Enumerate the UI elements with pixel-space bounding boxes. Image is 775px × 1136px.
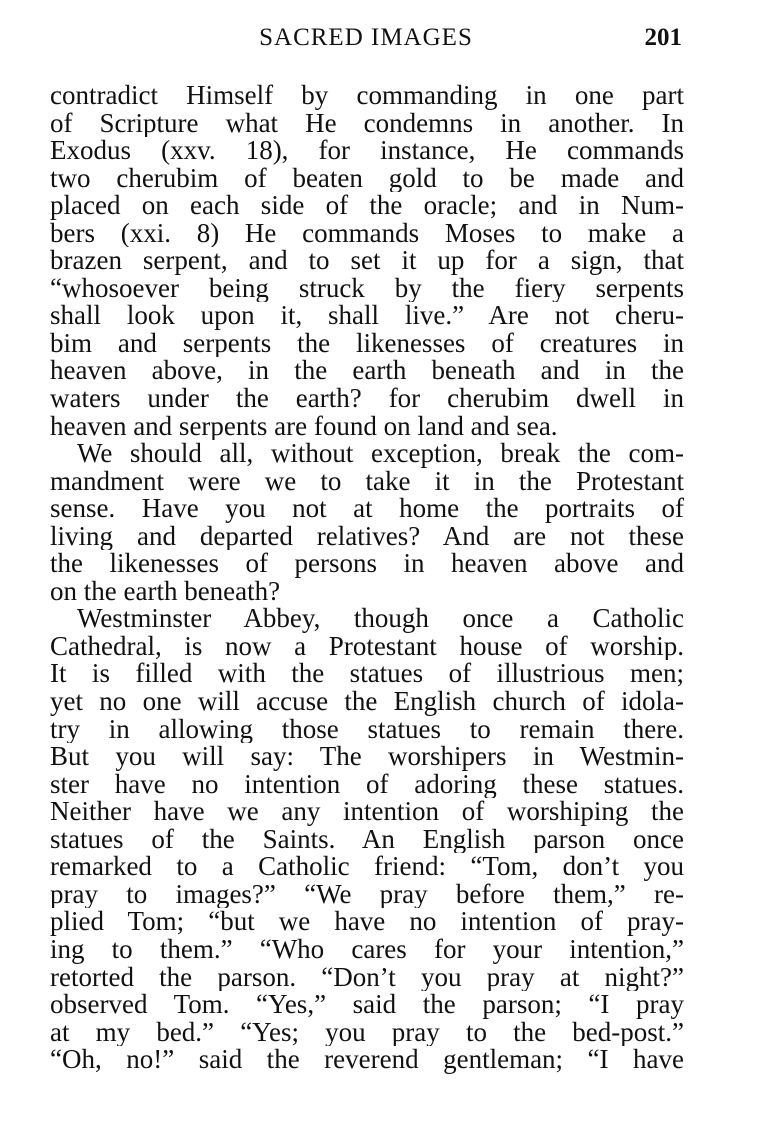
text-line: sense. Have you not at home the portraits of bbox=[50, 495, 684, 523]
text-line: It is filled with the statues of illustrious men; bbox=[50, 660, 684, 689]
text-line: pray to images?” “We pray before them,” re- bbox=[50, 880, 684, 909]
text-line: heaven above, in the earth beneath and in the bbox=[50, 357, 684, 386]
text-line: heaven and serpents are found on land and sea. bbox=[50, 412, 558, 441]
text-line: Westminster Abbey, though once a Catholic bbox=[77, 605, 684, 633]
text-line: on the earth beneath? bbox=[50, 577, 281, 606]
text-line: Neither have we any intention of worshiping the bbox=[50, 798, 684, 826]
running-header bbox=[50, 24, 682, 56]
text-line: Cathedral, is now a Protestant house of worship. bbox=[50, 632, 684, 661]
page-body-text bbox=[50, 82, 684, 1074]
text-line: “whosoever being struck by the fiery serpents bbox=[50, 274, 684, 303]
text-line: “Oh, no!” said the reverend gentleman; “I have bbox=[50, 1046, 684, 1074]
text-line: brazen serpent, and to set it up for a sign, that bbox=[50, 247, 684, 275]
text-line: mandment were we to take it in the Protestant bbox=[50, 467, 684, 496]
text-line: placed on each side of the oracle; and in Num- bbox=[50, 192, 684, 220]
text-line: ing to them.” “Who cares for your intention,” bbox=[50, 935, 684, 964]
text-line: retorted the parson. “Don’t you pray at night?” bbox=[50, 963, 684, 992]
text-line: of Scripture what He condemns in another. In bbox=[50, 109, 684, 138]
text-line: bim and serpents the likenesses of creatures in bbox=[50, 329, 684, 358]
text-line: try in allowing those statues to remain there. bbox=[50, 715, 684, 744]
text-line: observed Tom. “Yes,” said the parson; “I pray bbox=[50, 991, 684, 1019]
header-title: SACRED IMAGES bbox=[259, 24, 473, 51]
text-line: Exodus (xxv. 18), for instance, He commands bbox=[50, 137, 684, 165]
text-line: bers (xxi. 8) He commands Moses to make a bbox=[50, 219, 684, 248]
text-line: living and departed relatives? And are not these bbox=[50, 522, 684, 551]
text-line: plied Tom; “but we have no intention of pray- bbox=[50, 908, 684, 936]
text-line: two cherubim of beaten gold to be made and bbox=[50, 164, 684, 193]
text-line: But you will say: The worshipers in Westmin- bbox=[50, 743, 684, 771]
text-line: at my bed.” “Yes; you pray to the bed-post.” bbox=[50, 1018, 684, 1047]
page-number: 201 bbox=[644, 24, 682, 51]
text-line: remarked to a Catholic friend: “Tom, don’t you bbox=[50, 853, 684, 881]
text-line: shall look upon it, shall live.” Are not cheru- bbox=[50, 302, 684, 330]
text-line: the likenesses of persons in heaven above and bbox=[50, 550, 684, 578]
text-line: We should all, without exception, break the com- bbox=[77, 440, 684, 468]
text-line: yet no one will accuse the English church of idola- bbox=[50, 688, 684, 716]
text-line: ster have no intention of adoring these statues. bbox=[50, 770, 684, 799]
text-line: statues of the Saints. An English parson once bbox=[50, 825, 684, 854]
text-line: contradict Himself by commanding in one part bbox=[50, 82, 684, 110]
text-line: waters under the earth? for cherubim dwell in bbox=[50, 385, 684, 413]
